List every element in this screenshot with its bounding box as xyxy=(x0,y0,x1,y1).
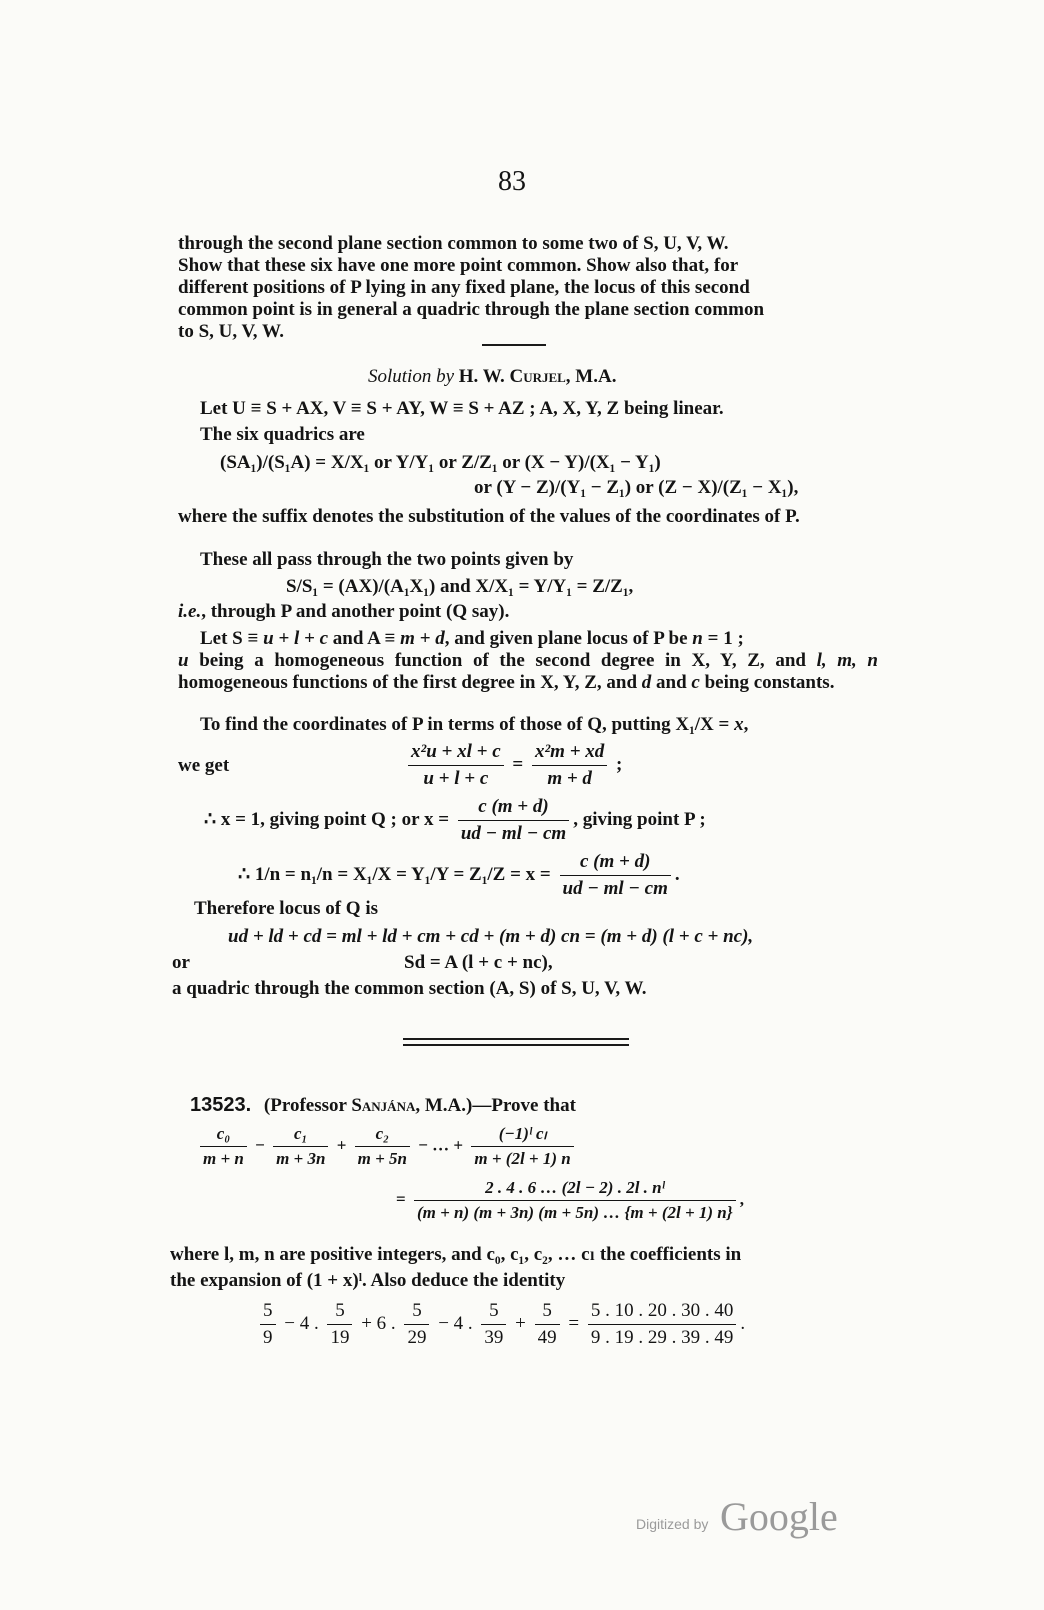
problem-header xyxy=(190,1094,576,1117)
identity-frac-den: 29 xyxy=(407,1327,427,1348)
identity-rhs xyxy=(588,1300,737,1349)
proposer-open: (Professor xyxy=(263,1095,352,1116)
identity-frac-den: 39 xyxy=(484,1327,504,1348)
locus-equation-2: Sd = A (l + c + nc), xyxy=(404,952,553,973)
ie-rest: , through P and another point (Q say). xyxy=(201,601,510,622)
therefore2-frac-num: c (m + d) xyxy=(560,851,671,876)
identity-frac-num: 5 xyxy=(327,1300,352,1325)
term-1-num: c₀ xyxy=(200,1124,247,1147)
term-3-num: c₂ xyxy=(355,1124,410,1147)
locus-intro: Therefore locus of Q is xyxy=(194,898,378,919)
identity-frac-num: 5 xyxy=(535,1300,560,1325)
eq-frac-left-den: u + l + c xyxy=(423,768,489,789)
identity-coef-3: − 4 . xyxy=(433,1312,478,1334)
therefore2-frac xyxy=(560,851,671,900)
identity-frac-num: 5 xyxy=(260,1300,276,1325)
conclusion-line: a quadric through the common section (A, S) of S, U, V, W. xyxy=(172,978,647,999)
intro-line-1: through the second plane section common to some two of S, U, V, W. xyxy=(178,233,729,254)
eq-frac-left xyxy=(408,741,504,790)
therefore2-frac-den: ud − ml − cm xyxy=(562,878,668,899)
proposer-close: )—Prove that xyxy=(466,1095,576,1116)
main-equation xyxy=(404,741,622,790)
we-get-label: we get xyxy=(178,755,230,776)
let2-d: m + d xyxy=(400,628,445,649)
quadric-equation-2: or (Y − Z)/(Y₁ − Z₁) or (Z − X)/(Z₁ − X₁), xyxy=(474,477,799,498)
therefore-line-1 xyxy=(204,796,706,845)
solution-author: H. W. Curjel, M.A. xyxy=(458,366,617,387)
identity-frac-den: 9 xyxy=(263,1327,273,1348)
expansion-line: the expansion of (1 + x)ˡ. Also deduce the identity xyxy=(170,1270,566,1291)
double-rule-bottom xyxy=(403,1044,629,1046)
let2-f: n xyxy=(692,628,703,649)
quadric-equation-1: (SA₁)/(S₁A) = X/X₁ or Y/Y₁ or Z/Z₁ or (X − Y)/(X₁ − Y₁) xyxy=(220,452,661,473)
let2-e: , and given plane locus of P be xyxy=(444,628,693,649)
hom-c: c xyxy=(691,672,700,693)
eq-frac-right-den: m + d xyxy=(547,768,592,789)
ie-abbrev: i.e. xyxy=(178,601,202,622)
term-4 xyxy=(471,1124,573,1169)
hom-4: being constants. xyxy=(699,672,835,693)
therefore1-b: , giving point P ; xyxy=(573,808,706,830)
eq-frac-right xyxy=(532,741,607,790)
let-definition: Let U ≡ S + AX, V ≡ S + AY, W ≡ S + AZ ; A, X, Y, Z being linear. xyxy=(200,398,724,419)
let2-b: u + l + c xyxy=(263,628,329,649)
identity-frac-0 xyxy=(260,1300,276,1349)
proposer-name: Sanjána, M.A. xyxy=(351,1095,467,1116)
find-b: , xyxy=(743,714,749,735)
google-logo: Google xyxy=(720,1494,838,1539)
six-quadrics-label: The six quadrics are xyxy=(200,424,365,445)
therefore-frac-num: c (m + d) xyxy=(458,796,569,821)
equals-sign: = xyxy=(512,753,524,775)
identity-frac-num: 5 xyxy=(404,1300,429,1325)
identity-frac-den: 19 xyxy=(330,1327,350,1348)
identity-coef-4: + xyxy=(510,1312,531,1334)
term-2-num: c₁ xyxy=(273,1124,328,1147)
solution-heading xyxy=(368,366,616,388)
suffix-paragraph: where the suffix denotes the substitution of the values of the coordinates of P. xyxy=(178,506,800,527)
hom-lmn: l, m, n xyxy=(816,650,878,671)
eq-frac-right-num: x²m + xd xyxy=(532,741,607,766)
intro-line-5: to S, U, V, W. xyxy=(178,321,284,342)
identity-frac-num: 5 xyxy=(481,1300,506,1325)
points-equation: S/S₁ = (AX)/(A₁X₁) and X/X₁ = Y/Y₁ = Z/Z₁, xyxy=(286,576,634,597)
identity-frac-1 xyxy=(327,1300,352,1349)
therefore-frac xyxy=(458,796,569,845)
find-x: x xyxy=(734,714,744,735)
pass-through-text: These all pass through the two points given by xyxy=(200,549,574,570)
hom-1: being a homogeneous function of the second degree in X, Y, Z, and xyxy=(188,650,817,671)
find-coordinates-line xyxy=(200,714,748,736)
hom-d: d xyxy=(641,672,652,693)
rhs-num: 2 . 4 . 6 … (2l − 2) . 2l . nˡ xyxy=(414,1178,736,1201)
solution-prefix: Solution by xyxy=(368,366,455,387)
term-2 xyxy=(273,1124,328,1169)
hom-u: u xyxy=(178,650,189,671)
digitized-label: Digitized by xyxy=(636,1516,709,1532)
rhs-frac xyxy=(414,1178,736,1223)
semicolon: ; xyxy=(616,753,623,775)
ie-line xyxy=(178,601,509,623)
identity-equals: = xyxy=(563,1312,584,1334)
let-second-line xyxy=(200,628,744,650)
therefore1-a: ∴ x = 1, giving point Q ; or x = xyxy=(204,808,450,830)
intro-line-3: different positions of P lying in any fixed plane, the locus of this second xyxy=(178,277,750,298)
therefore2-a: ∴ 1/n = n₁/n = X₁/X = Y₁/Y = Z₁/Z = x = xyxy=(238,863,551,885)
rhs-den: (m + n) (m + 3n) (m + 5n) … {m + (2l + 1) n} xyxy=(416,1203,733,1222)
let2-c: and A ≡ xyxy=(328,628,401,649)
double-rule-top xyxy=(403,1038,629,1040)
series-rhs: = $\frac{\text{2 . 4 . 6 … (2l − 2) . 2l . nˡ}}{(m + n) (m + 3n) (m + 5n) \dots \{m + (2l + 1) n\}}$ , xyxy=(396,1178,744,1222)
section-divider-short xyxy=(482,344,546,346)
problem-number: 13523. xyxy=(190,1094,252,1116)
term-3-den: m + 5n xyxy=(357,1149,407,1168)
intro-line-4: common point is in general a quadric through the plane section common xyxy=(178,299,765,320)
let2-g: = 1 ; xyxy=(702,628,744,649)
term-1 xyxy=(200,1124,247,1169)
hom-3: and xyxy=(651,672,692,693)
therefore-frac-den: ud − ml − cm xyxy=(460,823,567,844)
identity-rhs-num: 5 . 10 . 20 . 30 . 40 xyxy=(588,1300,737,1325)
term-1-den: m + n xyxy=(203,1149,244,1168)
term-4-den: m + (2l + 1) n xyxy=(474,1149,571,1168)
identity-frac-4 xyxy=(535,1300,560,1349)
term-3 xyxy=(355,1124,410,1169)
identity-coef-2: + 6 . xyxy=(356,1312,401,1334)
identity-frac-den: 49 xyxy=(537,1327,557,1348)
identity-coef-1: − 4 . xyxy=(279,1312,324,1334)
series-lhs: $\frac{\text{c₀}}{m + n}$ − $\frac{\text{c₁}}{m + 3n}$ + $\frac{\text{c₂}}{m + 5n}$ − … + $\frac{\text{(−1)ˡ cₗ}}{m + (2l + 1) n}$ xyxy=(196,1124,578,1169)
page-number: 83 xyxy=(498,166,526,197)
homogeneous-paragraph xyxy=(178,650,878,694)
hom-2: homogeneous functions of the first degree in X, Y, Z, and xyxy=(178,672,642,693)
identity-frac-3 xyxy=(481,1300,506,1349)
eq-frac-left-num: x²u + xl + c xyxy=(408,741,504,766)
identity: $\frac{5}{9}$ − 4 . $\frac{5}{19}$ + 6 . $\frac{5}{29}$ − 4 . $\frac{5}{39}$ + $\frac{5}{49}$ = $\frac{5 . 10 . 20 . 30 . 40}{9 . 19 . 29 . 39 . 49}$ . xyxy=(256,1300,745,1349)
find-a: To find the coordinates of P in terms of those of Q, putting X₁/X = xyxy=(200,714,735,735)
let2-a: Let S ≡ xyxy=(200,628,264,649)
or-word: or xyxy=(172,952,190,973)
identity-frac-2 xyxy=(404,1300,429,1349)
therefore-line-2: ∴ 1/n = n₁/n = X₁/X = Y₁/Y = Z₁/Z = x = $\frac{c (m + d)}{ud - ml - cm}$ . xyxy=(238,851,680,899)
term-4-num: (−1)ˡ cₗ xyxy=(471,1124,573,1147)
where-line: where l, m, n are positive integers, and c₀, c₁, c₂, … cₗ the coefficients in xyxy=(170,1244,742,1265)
term-2-den: m + 3n xyxy=(276,1149,326,1168)
intro-line-2: Show that these six have one more point common. Show also that, for xyxy=(178,255,739,276)
identity-rhs-den: 9 . 19 . 29 . 39 . 49 xyxy=(590,1327,734,1348)
locus-equation-1: ud + ld + cd = ml + ld + cm + cd + (m + d) cn = (m + d) (l + c + nc), xyxy=(228,926,754,947)
